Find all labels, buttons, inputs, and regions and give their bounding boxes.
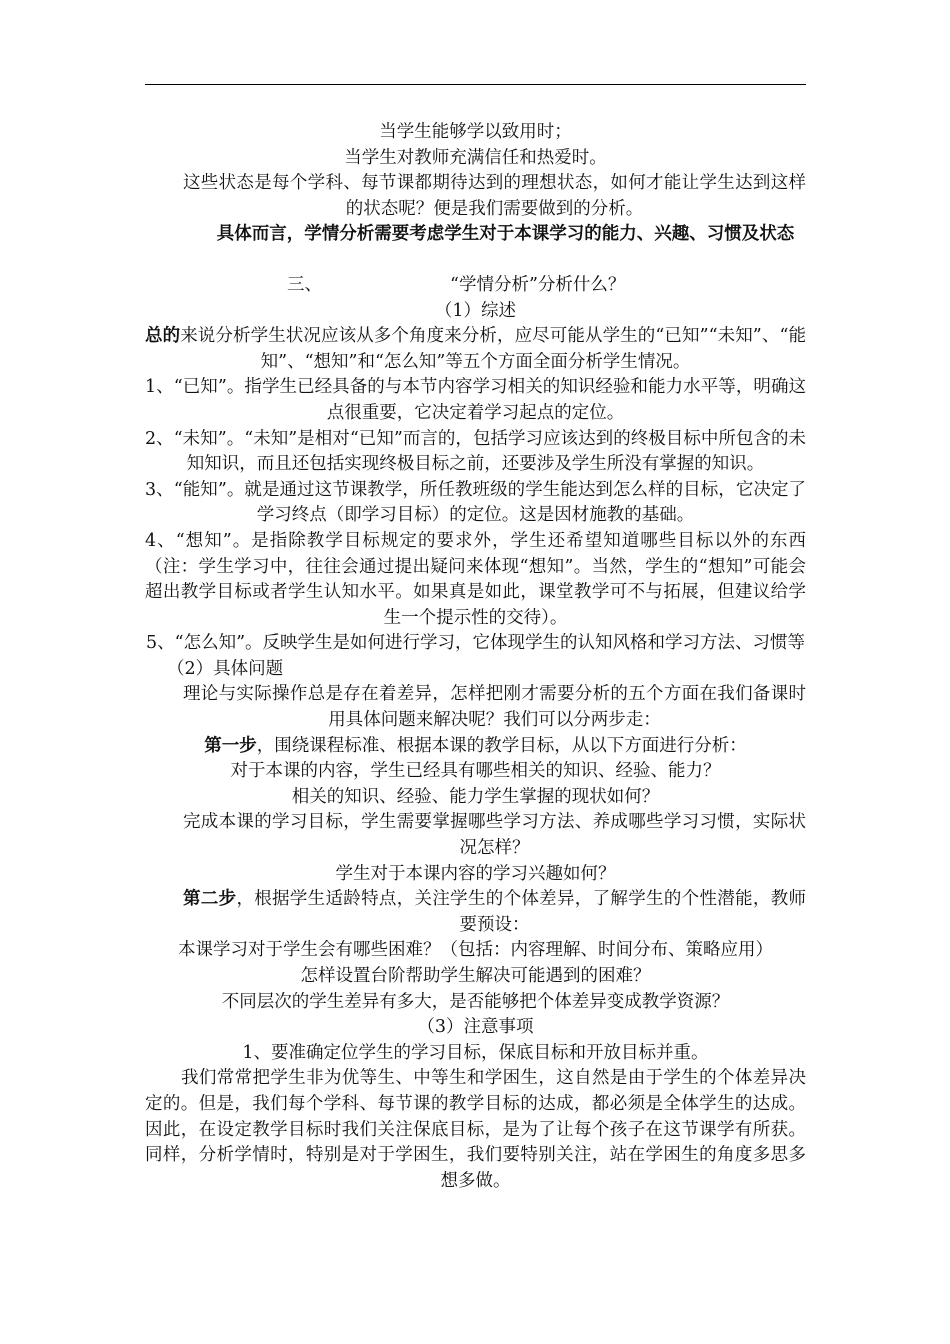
line-apply: 当学生能够学以致用时； xyxy=(379,122,572,142)
part2-intro: 理论与实际操作总是存在着差异，怎样把刚才需要分析的五个方面在我们备课时用具体问题来解决呢？我们可以分两步走： xyxy=(183,684,806,731)
item-how-know: 5、“怎么知”。反映学生是如何进行学习，它体现学生的认知风格和学习方法、习惯等 xyxy=(145,633,806,654)
document-body xyxy=(145,120,806,1194)
presume-differences: 不同层次的学生差异有多大，是否能够把个体差异变成教学资源？ xyxy=(221,991,730,1012)
line-trust: 当学生对教师充满信任和热爱时。 xyxy=(344,147,607,168)
item-can-know: 3、“能知”。就是通过这节课教学，所任教班级的学生能达到怎么样的目标，它决定了学习终点（即学习目标）的定位。这是因材施教的基础。 xyxy=(145,479,806,526)
header-rule xyxy=(145,84,806,85)
part1-intro xyxy=(145,324,806,375)
step1-text: ，围绕课程标准、根据本课的教学目标，从以下方面进行分析： xyxy=(256,735,747,756)
question-prior-knowledge: 对于本课的内容，学生已经具有哪些相关的知识、经验、能力？ xyxy=(230,761,721,782)
step2-bold: 第二步 xyxy=(183,889,237,910)
part2-heading: （2）具体问题 xyxy=(167,658,284,679)
question-methods: 完成本课的学习目标，学生需要掌握哪些学习方法、养成哪些学习习惯，实际状况怎样？ xyxy=(183,812,806,859)
item-unknown: 2、“未知”。“未知”是相对“已知”而言的，包括学习应该达到的终极目标中所包含的未知知识，而且还包括实现终极目标之前，还要涉及学生所没有掌握的知识。 xyxy=(145,428,806,475)
section3-heading xyxy=(145,273,806,299)
step2-text: ，根据学生适龄特点，关注学生的个体差异，了解学生的个性潜能，教师要预设： xyxy=(236,889,807,935)
spacer xyxy=(145,248,806,273)
line-ideal-state: 这些状态是每个学科、每节课都期待达到的理想状态，如何才能让学生达到这样的状态呢？便是我们需要做到的分析。 xyxy=(183,173,806,219)
section3-number: 三、 xyxy=(287,274,322,295)
part1-intro-text: 来说分析学生状况应该从多个角度来分析，应尽可能从学生的“已知”“未知”、“能知”、“想知”和“怎么知”等五个方面全面分析学生情况。 xyxy=(180,326,807,372)
part1-heading: （1）综述 xyxy=(434,300,517,321)
item-known: 1、“已知”。指学生已经具备的与本节内容学习相关的知识经验和能力水平等，明确这点很重要，它决定着学习起点的定位。 xyxy=(145,377,806,423)
line-summary-bold: 具体而言，学情分析需要考虑学生对于本课学习的能力、兴趣、习惯及状态 xyxy=(216,224,795,245)
part3-heading: （3）注意事项 xyxy=(417,1017,534,1038)
section3-title: “学情分析”分析什么？ xyxy=(450,274,626,295)
step1-bold: 第一步 xyxy=(204,735,257,756)
part3-paragraph: 我们常常把学生非为优等生、中等生和学困生，这自然是由于学生的个体差异决定的。但是，我们每个学科、每节课的教学目标的达成，都必须是全体学生的达成。因此，在设定教学目标时我们关注保底目标，是为了让每个孩子在这节课学有所获。同样，分析学情时，特别是对于学困生，我们要特别关注，站在学困生的角度多思多想多做。 xyxy=(145,1068,806,1191)
item-want-know: 4、“想知”。是指除教学目标规定的要求外，学生还希望知道哪些目标以外的东西（注：学生学习中，往往会通过提出疑问来体现“想知”。当然，学生的“想知”可能会超出教学目标或者学生认知水平。如果真是如此，课堂教学可不与拓展，但建议给学生一个提示性的交待）。 xyxy=(145,530,806,628)
presume-difficulties: 本课学习对于学生会有哪些困难？（包括：内容理解、时间分布、策略应用） xyxy=(178,940,773,961)
step2-line xyxy=(145,887,806,938)
question-interest: 学生对于本课内容的学习兴趣如何？ xyxy=(335,863,616,884)
question-mastery: 相关的知识、经验、能力学生掌握的现状如何？ xyxy=(291,786,660,807)
part1-intro-bold: 总的 xyxy=(145,326,181,347)
part3-point1: 1、要准确定位学生的学习目标，保底目标和开放目标并重。 xyxy=(242,1042,709,1063)
presume-scaffold: 怎样设置台阶帮助学生解决可能遇到的困难？ xyxy=(300,966,651,986)
step1-line xyxy=(145,734,806,760)
